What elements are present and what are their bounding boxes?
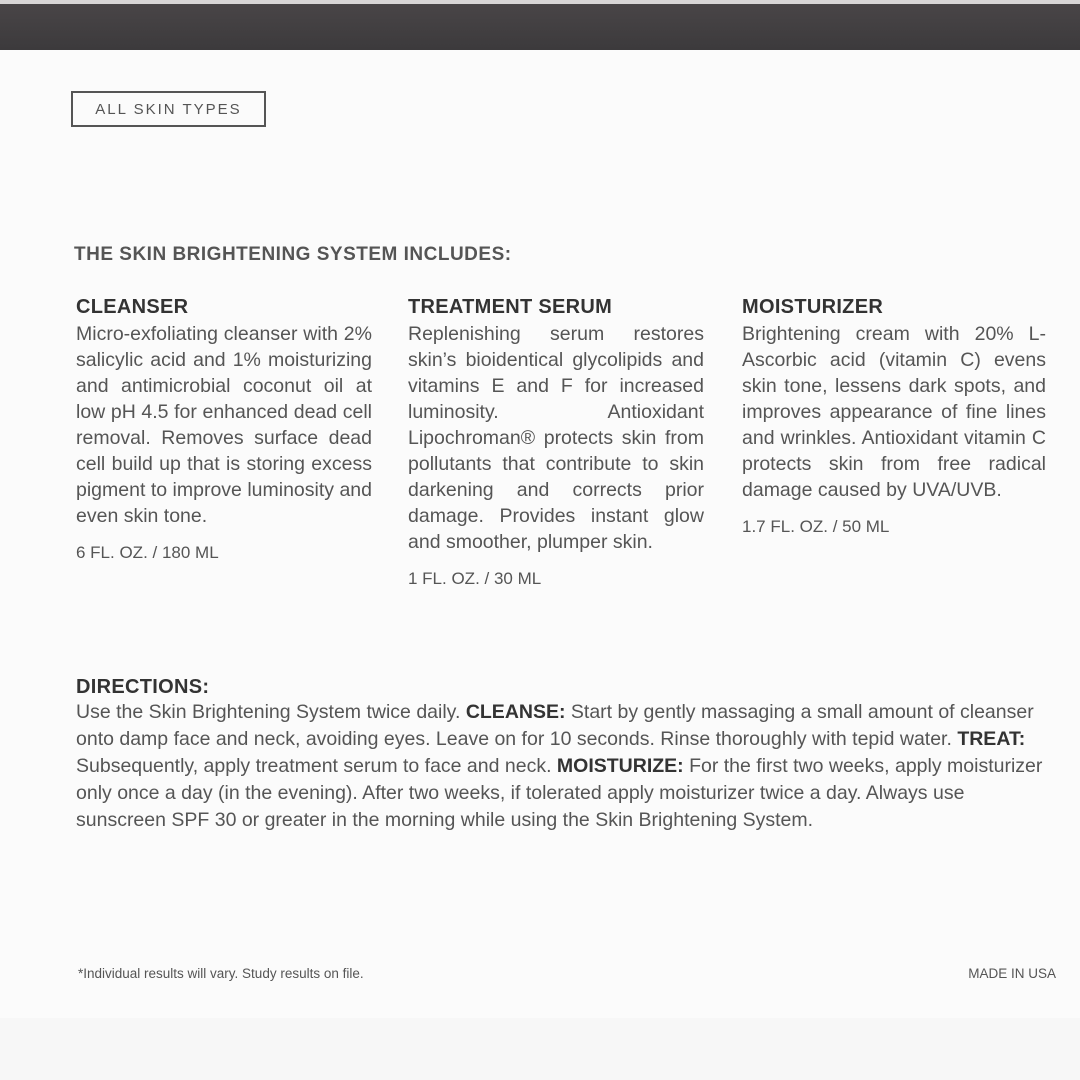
product-description: Brightening cream with 20% L-Ascorbic acid (vitamin C) evens skin tone, lessens dark spots, and improves appearance of fine lines and wrinkles. Antioxidant vitamin C protects skin from free radical damage caused by UVA/UVB.	[742, 323, 1046, 501]
moisturize-label: MOISTURIZE:	[556, 755, 684, 777]
directions-intro: Use the Skin Brightening System twice daily.	[76, 701, 466, 723]
product-moisturizer	[742, 296, 1046, 537]
box-top-flap	[0, 0, 1080, 50]
product-treatment-serum	[408, 296, 704, 589]
directions-section	[76, 676, 1054, 834]
cleanse-label: CLEANSE:	[465, 701, 566, 723]
moisturize-text: For the first two weeks, apply moisturizer only once a day (in the evening). After two weeks, if tolerated apply moisturizer twice a day. Always use sunscreen SPF 30 or greater in the morning while using the Skin Brightening System.	[76, 755, 1043, 831]
results-footnote: *Individual results will vary. Study results on file.	[78, 966, 364, 981]
treat-text: Subsequently, apply treatment serum to face and neck.	[76, 755, 557, 777]
cleanse-text: Start by gently massaging a small amount of cleanser onto damp face and neck, avoiding eyes. Leave on for 10 seconds. Rinse thoroughly with tepid water.	[76, 701, 1034, 750]
box-bottom-band	[0, 1018, 1080, 1080]
skin-type-badge: ALL SKIN TYPES	[71, 91, 266, 127]
directions-text	[76, 699, 1054, 834]
product-size: 1 FL. OZ. / 30 ML	[408, 569, 542, 588]
product-size: 6 FL. OZ. / 180 ML	[76, 543, 219, 562]
product-cleanser	[76, 296, 372, 563]
system-heading: THE SKIN BRIGHTENING SYSTEM INCLUDES:	[74, 244, 512, 265]
product-description: Micro-exfoliating cleanser with 2% salicylic acid and 1% moisturizing and antimicrobial coconut oil at low pH 4.5 for enhanced dead cell removal. Removes surface dead cell build up that is storing excess pigment to improve luminosity and even skin tone.	[76, 323, 372, 527]
box-top-edge	[0, 0, 1080, 4]
product-title: TREATMENT SERUM	[408, 296, 613, 318]
made-in-label: MADE IN USA	[968, 966, 1056, 981]
product-title: MOISTURIZER	[742, 296, 884, 318]
directions-title: DIRECTIONS:	[76, 676, 210, 698]
product-size: 1.7 FL. OZ. / 50 ML	[742, 517, 890, 536]
product-title: CLEANSER	[76, 296, 189, 318]
treat-label: TREAT:	[957, 728, 1026, 750]
product-description: Replenishing serum restores skin’s bioidentical glycolipids and vitamins E and F for increased luminosity. Antioxidant Lipochroman® protects skin from pollutants that contribute to skin darkening and corrects prior damage. Provides instant glow and smoother, plumper skin.	[408, 323, 704, 553]
